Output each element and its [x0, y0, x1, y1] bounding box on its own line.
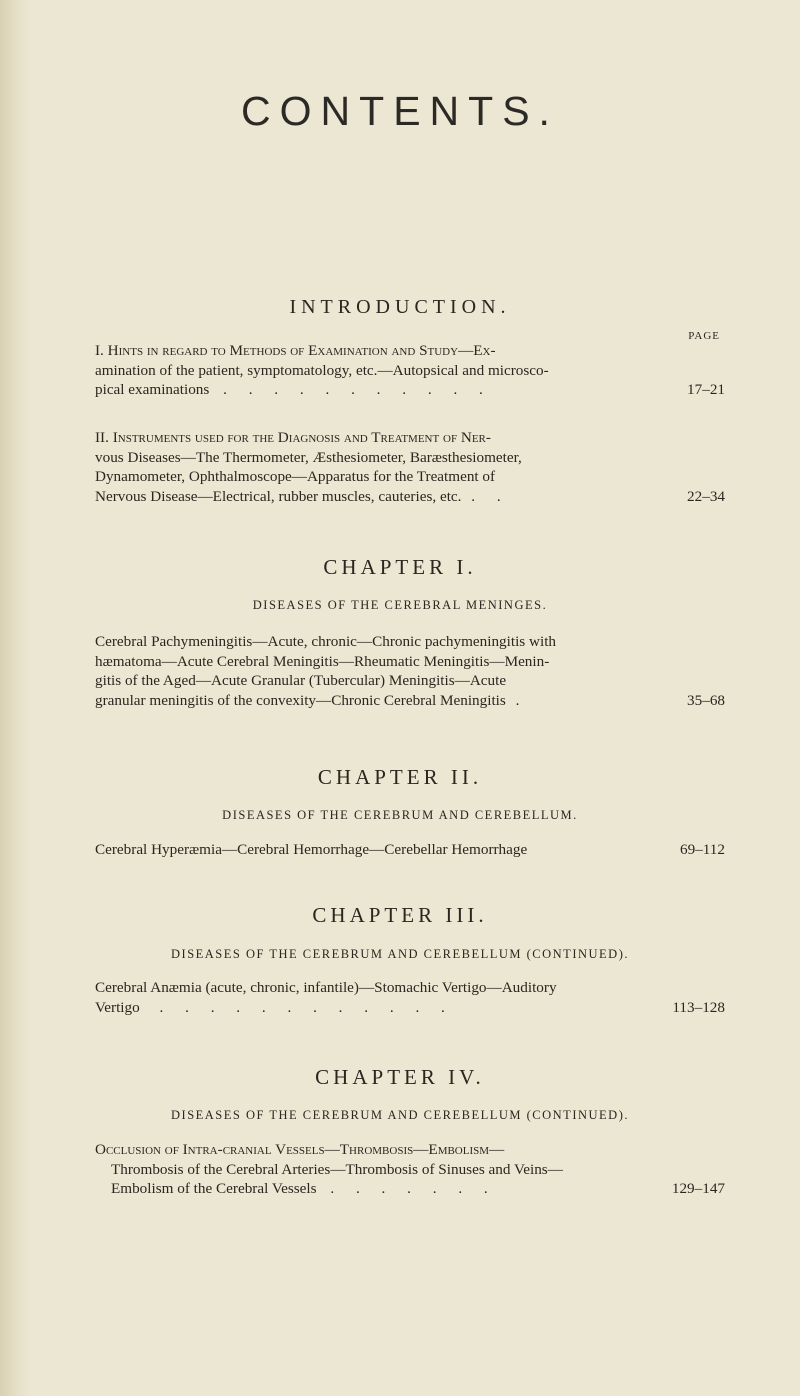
toc-entry-chapter-2[interactable] [95, 840, 725, 860]
leader-dots: . . . . . . . . . . . [223, 381, 492, 398]
toc-line: hæmatoma—Acute Cerebral Meningitis—Rheumatic Meningitis—Menin- [95, 652, 550, 670]
toc-line: Cerebral Pachymeningitis—Acute, chronic—Chronic pachymeningitis with [95, 633, 557, 650]
page-column-label: PAGE [688, 330, 720, 342]
leader-dots: . . . . . . . . . . . . [159, 998, 454, 1016]
leader-dots: . . [471, 487, 510, 505]
toc-line: Thrombosis of the Cerebral Arteries—Thrombosis of Sinuses and Veins— [111, 1160, 563, 1178]
toc-line: Cerebral Anæmia (acute, chronic, infantile)—Stomachic Vertigo—Auditory [95, 979, 557, 996]
chapter-2-subheading: DISEASES OF THE CEREBRUM AND CEREBELLUM. [222, 808, 578, 822]
toc-entry-chapter-1[interactable] [95, 632, 725, 710]
page-range: 22–34 [687, 487, 725, 505]
toc-line: I. Hints in regard to Methods of Examination and Study—Ex- [95, 342, 496, 359]
toc-line: Vertigo . . . . . . . . . . . . 113–128 [95, 998, 725, 1016]
toc-entry-chapter-3[interactable] [95, 978, 725, 1017]
toc-entry-chapter-4[interactable] [95, 1140, 725, 1199]
toc-entry-intro-2[interactable] [95, 428, 725, 506]
chapter-3-subheading: DISEASES OF THE CEREBRUM AND CEREBELLUM (CONTINUED). [171, 947, 629, 961]
toc-line: Cerebral Hyperæmia—Cerebral Hemorrhage—Cerebellar Hemorrhage 69–112 [95, 841, 725, 858]
toc-line: gitis of the Aged—Acute Granular (Tubercular) Meningitis—Acute [95, 672, 507, 689]
leader-dots: . [515, 691, 529, 709]
leader-dots: . . . . . . . [330, 1180, 497, 1197]
page-range: 35–68 [687, 691, 725, 709]
chapter-1-subheading: DISEASES OF THE CEREBRAL MENINGES. [252, 598, 548, 612]
toc-line: Embolism of the Cerebral Vessels . . . . . . . 129–147 [111, 1180, 725, 1197]
toc-entry-intro-1[interactable] [95, 341, 725, 400]
chapter-2-heading: CHAPTER II. [317, 765, 483, 789]
introduction-heading: INTRODUCTION. [289, 296, 511, 318]
page-range: 17–21 [687, 381, 725, 398]
chapter-4-subheading: DISEASES OF THE CEREBRUM AND CEREBELLUM (CONTINUED). [171, 1108, 629, 1122]
toc-line: Occlusion of Intra-cranial Vessels—Thrombosis—Embolism— [95, 1141, 505, 1158]
page-range: 113–128 [672, 998, 725, 1016]
toc-line: amination of the patient, symptomatology, etc.—Autopsical and microsco- [95, 361, 549, 379]
chapter-3-heading: CHAPTER III. [312, 903, 488, 927]
chapter-4-heading: CHAPTER IV. [315, 1065, 485, 1089]
toc-line: granular meningitis of the convexity—Chronic Cerebral Meningitis . 35–68 [95, 691, 725, 709]
toc-line: II. Instruments used for the Diagnosis and Treatment of Ner- [95, 429, 491, 446]
page-range: 69–112 [680, 841, 725, 858]
page-range: 129–147 [671, 1180, 725, 1197]
toc-line: pical examinations . . . . . . . . . . . 17–21 [95, 381, 725, 398]
chapter-1-heading: CHAPTER I. [323, 555, 477, 579]
toc-line: Nervous Disease—Electrical, rubber muscles, cauteries, etc. . . 22–34 [95, 487, 725, 505]
page-title: CONTENTS. [241, 88, 559, 134]
toc-line: vous Diseases—The Thermometer, Æsthesiometer, Baræsthesiometer, [95, 448, 522, 466]
toc-line: Dynamometer, Ophthalmoscope—Apparatus for the Treatment of [95, 468, 496, 485]
